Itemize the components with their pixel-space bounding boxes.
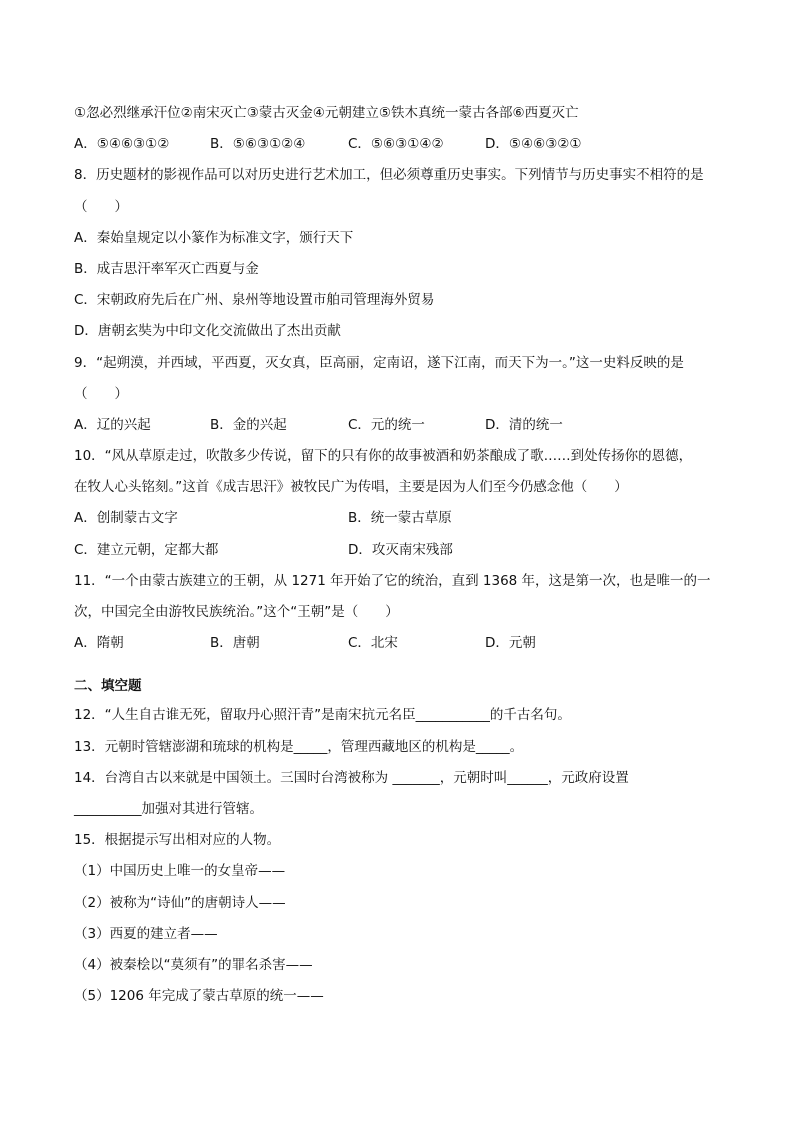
- q9-option-c: C．元的统一: [348, 416, 425, 433]
- q10-option-c: C．建立元朝，定都大都: [74, 541, 219, 558]
- q10-stem-line1: 10．“风从草原走过，吹散多少传说，留下的只有你的故事被酒和奶茶酿成了歌……到处传扬你的恩德，: [74, 448, 693, 465]
- q10-option-a: A．创制蒙古文字: [74, 510, 178, 527]
- q9-option-d: D．清的统一: [485, 416, 563, 433]
- q11-option-b: B．唐朝: [210, 635, 260, 652]
- exam-page: [74, 98, 724, 1012]
- q8-option-a: A．秦始皇规定以小篆作为标准文字，颁行天下: [74, 229, 354, 246]
- q8-stem: 8．历史题材的影视作品可以对历史进行艺术加工，但必须尊重历史事实。下列情节与历史事实不相符的是: [74, 167, 704, 184]
- q7-events: ①忽必烈继承汗位②南宋灭亡③蒙古灭金④元朝建立⑤铁木真统一蒙古各部⑥西夏灭亡: [74, 105, 579, 121]
- q8-option-b: B．成吉思汗率军灭亡西夏与金: [74, 260, 259, 277]
- q8-option-c: C．宋朝政府先后在广州、泉州等地设置市舶司管理海外贸易: [74, 292, 435, 309]
- q11-stem-line2: 次，中国完全由游牧民族统治。”这个“王朝”是（ ）: [74, 604, 399, 620]
- q9-bracket: （ ）: [74, 385, 128, 402]
- q9-stem: 9．“起朔漠，并西域，平西夏，灭女真，臣高丽，定南诏，遂下江南，而天下为一。”这一史料反映的是: [74, 354, 684, 371]
- q10-option-b: B．统一蒙古草原: [348, 510, 452, 527]
- q10-options-row2: [74, 535, 724, 566]
- q9-option-a: A．辽的兴起: [74, 416, 151, 433]
- q11-option-c: C．北宋: [348, 635, 398, 652]
- q15-stem: 15．根据提示写出相对应的人物。: [74, 832, 281, 849]
- q15-item-4: （4）被秦桧以“莫须有”的罪名杀害——: [74, 956, 313, 973]
- q7-option-c: C．⑤⑥③①④②: [348, 136, 444, 153]
- q9-option-b: B．金的兴起: [210, 416, 287, 433]
- q8-bracket: （ ）: [74, 198, 128, 215]
- q14-line1: 14．台湾自古以来就是中国领土。三国时台湾被称为 _______，元朝时叫______，元政府设置: [74, 769, 629, 786]
- q10-stem-line2: 在牧人心头铭刻。”这首《成吉思汗》被牧民广为传唱，主要是因为人们至今仍感念他（ ）: [74, 479, 628, 496]
- q10-options-row1: [74, 503, 724, 534]
- q7-option-d: D．⑤④⑥③②①: [485, 136, 582, 153]
- section-title-fill-in: 二、填空题: [74, 678, 142, 695]
- q11-option-d: D．元朝: [485, 635, 536, 652]
- q14-line2: __________加强对其进行管辖。: [74, 800, 263, 817]
- q7-options: [74, 129, 724, 160]
- q15-item-3: （3）西夏的建立者——: [74, 925, 218, 942]
- q10-option-d: D．攻灭南宋残部: [348, 541, 453, 558]
- q8-option-d: D．唐朝玄奘为中印文化交流做出了杰出贡献: [74, 323, 341, 340]
- q11-option-a: A．隋朝: [74, 635, 124, 652]
- q15-item-2: （2）被称为“诗仙”的唐朝诗人——: [74, 894, 286, 911]
- q9-options: [74, 410, 724, 441]
- q15-item-5: （5）1206 年完成了蒙古草原的统一——: [74, 988, 324, 1005]
- q7-option-a: A．⑤④⑥③①②: [74, 136, 170, 153]
- q13-text: 13．元朝时管辖澎湖和琉球的机构是_____，管理西藏地区的机构是_____。: [74, 738, 524, 755]
- q11-stem-line1: 11．“一个由蒙古族建立的王朝，从 1271 年开始了它的统治，直到 1368 年，这是第一次，也是唯一的一: [74, 572, 711, 589]
- q7-option-b: B．⑤⑥③①②④: [210, 136, 306, 153]
- q11-options: [74, 628, 724, 659]
- q12-text: 12．“人生自古谁无死，留取丹心照汗青”是南宋抗元名臣___________的千古名句。: [74, 707, 571, 724]
- q15-item-1: （1）中国历史上唯一的女皇帝——: [74, 863, 286, 880]
